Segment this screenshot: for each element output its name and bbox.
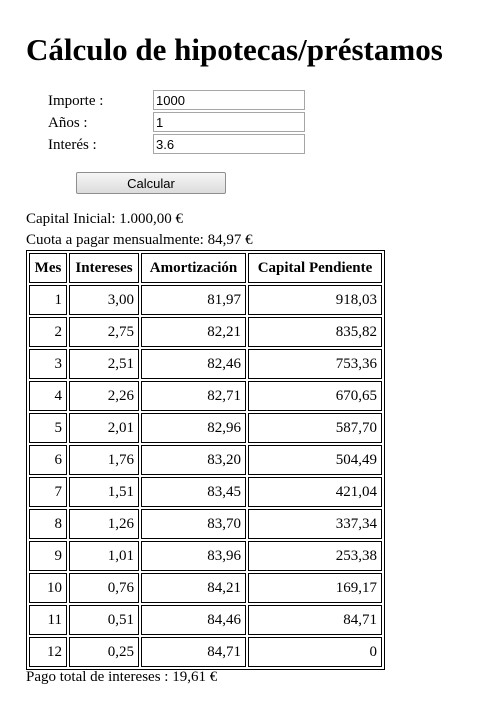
cell-amortizacion: 84,21 xyxy=(141,573,246,603)
interes-label: Interés : xyxy=(48,137,97,153)
cell-capital-pendiente: 0 xyxy=(248,637,382,667)
loan-form xyxy=(48,90,308,156)
table-row xyxy=(29,285,382,315)
cell-mes: 10 xyxy=(29,573,67,603)
table-row xyxy=(29,349,382,379)
cell-amortizacion: 83,20 xyxy=(141,445,246,475)
table-row xyxy=(29,605,382,635)
header-capital-pendiente: Capital Pendiente xyxy=(248,253,382,283)
table-row xyxy=(29,573,382,603)
cell-intereses: 3,00 xyxy=(69,285,139,315)
cell-capital-pendiente: 670,65 xyxy=(248,381,382,411)
cell-amortizacion: 84,71 xyxy=(141,637,246,667)
cell-amortizacion: 83,96 xyxy=(141,541,246,571)
cell-intereses: 1,26 xyxy=(69,509,139,539)
page-title: Cálculo de hipotecas/préstamos xyxy=(26,32,443,67)
cell-mes: 8 xyxy=(29,509,67,539)
importe-input[interactable] xyxy=(153,90,305,110)
table-row xyxy=(29,477,382,507)
cell-intereses: 0,25 xyxy=(69,637,139,667)
cell-capital-pendiente: 421,04 xyxy=(248,477,382,507)
cell-capital-pendiente: 835,82 xyxy=(248,317,382,347)
table-header-row xyxy=(29,253,382,283)
anos-label: Años : xyxy=(48,115,88,131)
cell-amortizacion: 84,46 xyxy=(141,605,246,635)
header-mes: Mes xyxy=(29,253,67,283)
interes-row xyxy=(48,134,308,156)
cell-intereses: 1,01 xyxy=(69,541,139,571)
cell-intereses: 2,51 xyxy=(69,349,139,379)
interes-input[interactable] xyxy=(153,134,305,154)
cell-intereses: 1,51 xyxy=(69,477,139,507)
cell-capital-pendiente: 84,71 xyxy=(248,605,382,635)
cell-capital-pendiente: 918,03 xyxy=(248,285,382,315)
table-row xyxy=(29,445,382,475)
cell-amortizacion: 81,97 xyxy=(141,285,246,315)
cell-capital-pendiente: 504,49 xyxy=(248,445,382,475)
table-body xyxy=(29,285,382,667)
cell-capital-pendiente: 753,36 xyxy=(248,349,382,379)
anos-input[interactable] xyxy=(153,112,305,132)
cell-mes: 5 xyxy=(29,413,67,443)
capital-inicial-text: Capital Inicial: 1.000,00 € xyxy=(26,211,184,227)
cell-intereses: 0,51 xyxy=(69,605,139,635)
cuota-mensual-text: Cuota a pagar mensualmente: 84,97 € xyxy=(26,232,253,248)
total-intereses-text: Pago total de intereses : 19,61 € xyxy=(26,669,218,685)
cell-mes: 1 xyxy=(29,285,67,315)
cell-amortizacion: 83,70 xyxy=(141,509,246,539)
cell-mes: 9 xyxy=(29,541,67,571)
calcular-button[interactable]: Calcular xyxy=(76,172,226,194)
table-row xyxy=(29,509,382,539)
table-row xyxy=(29,541,382,571)
table-row xyxy=(29,381,382,411)
cell-mes: 7 xyxy=(29,477,67,507)
cell-mes: 12 xyxy=(29,637,67,667)
cell-intereses: 1,76 xyxy=(69,445,139,475)
anos-row xyxy=(48,112,308,134)
header-amortizacion: Amortización xyxy=(141,253,246,283)
cell-capital-pendiente: 337,34 xyxy=(248,509,382,539)
cell-intereses: 0,76 xyxy=(69,573,139,603)
cell-amortizacion: 83,45 xyxy=(141,477,246,507)
cell-mes: 11 xyxy=(29,605,67,635)
cell-mes: 6 xyxy=(29,445,67,475)
table-row xyxy=(29,317,382,347)
cell-mes: 4 xyxy=(29,381,67,411)
cell-capital-pendiente: 253,38 xyxy=(248,541,382,571)
table-row xyxy=(29,637,382,667)
importe-row xyxy=(48,90,308,112)
cell-capital-pendiente: 169,17 xyxy=(248,573,382,603)
cell-amortizacion: 82,21 xyxy=(141,317,246,347)
cell-capital-pendiente: 587,70 xyxy=(248,413,382,443)
cell-amortizacion: 82,96 xyxy=(141,413,246,443)
cell-intereses: 2,26 xyxy=(69,381,139,411)
amortization-table xyxy=(26,250,385,670)
cell-mes: 3 xyxy=(29,349,67,379)
cell-intereses: 2,75 xyxy=(69,317,139,347)
header-intereses: Intereses xyxy=(69,253,139,283)
cell-mes: 2 xyxy=(29,317,67,347)
importe-label: Importe : xyxy=(48,93,104,109)
cell-intereses: 2,01 xyxy=(69,413,139,443)
cell-amortizacion: 82,71 xyxy=(141,381,246,411)
cell-amortizacion: 82,46 xyxy=(141,349,246,379)
table-row xyxy=(29,413,382,443)
